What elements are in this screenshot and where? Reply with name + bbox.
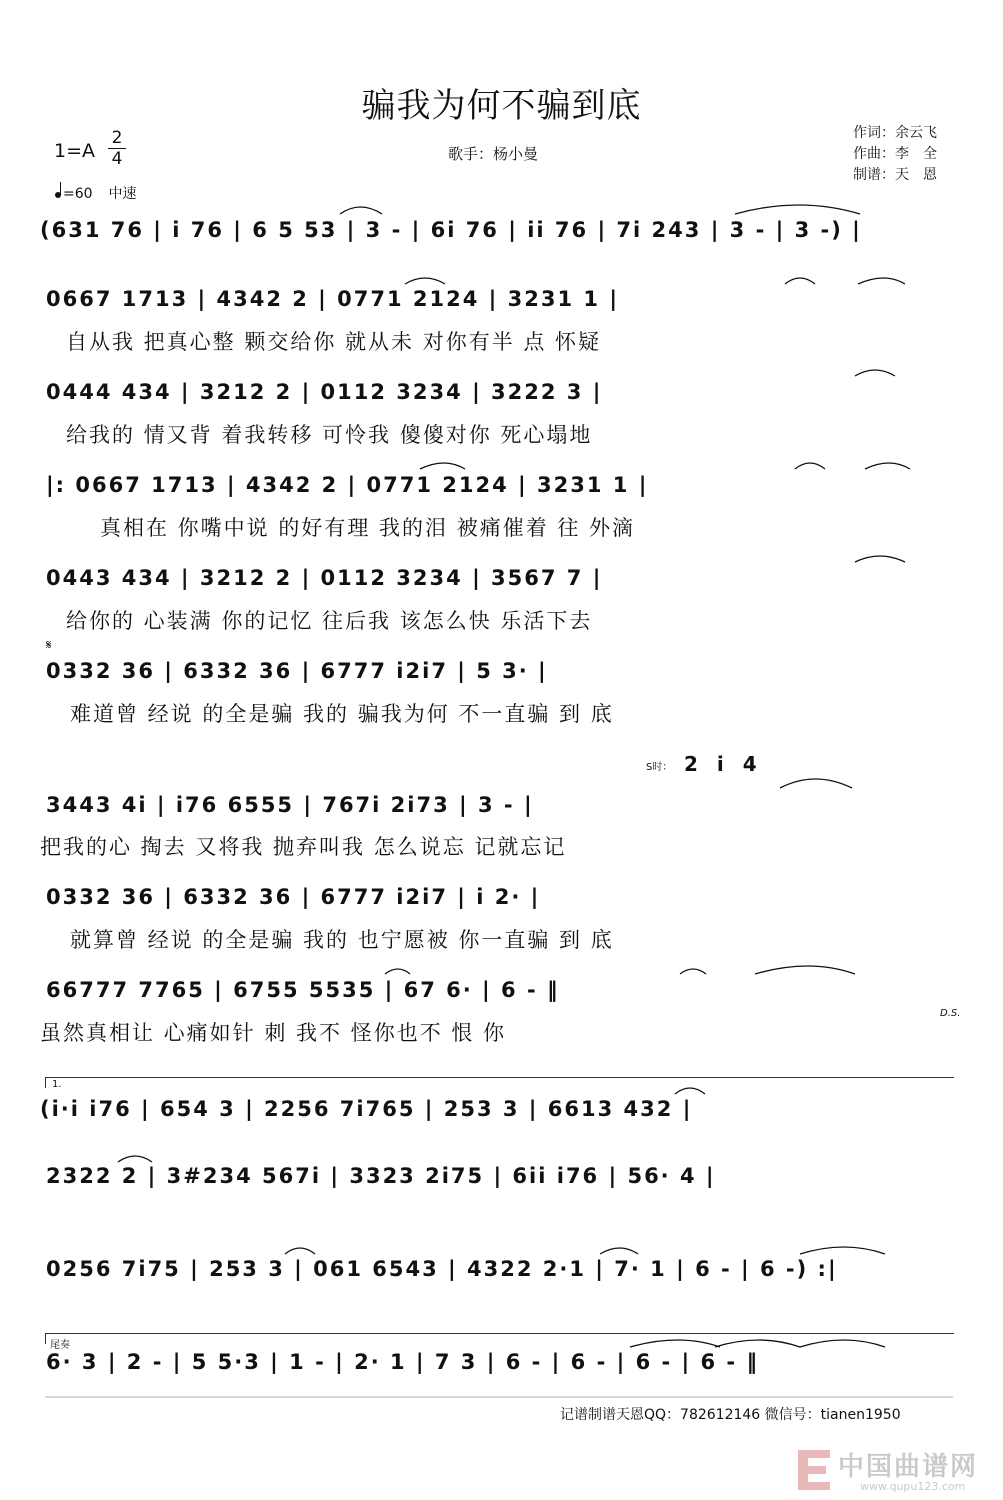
outro-label: 尾奏 bbox=[50, 1340, 70, 1351]
verse-4-lyrics: 给你的 心装满 你的记忆 往后我 该怎么快 乐活下去 bbox=[66, 609, 593, 633]
key-signature: 1=A bbox=[54, 140, 96, 162]
verse-2-lyrics: 给我的 情又背 着我转移 可怜我 傻傻对你 死心塌地 bbox=[66, 423, 593, 447]
volta-label: 1. bbox=[52, 1079, 62, 1090]
chorus-4-notes: 66777 7765 | 6755 5535 | 67 6· | 6 - ‖ bbox=[46, 978, 560, 1002]
chorus-2-notes: 3443 4i | i76 6555 | 767i 2i73 | 3 - | bbox=[46, 793, 534, 817]
outro-notes: 6· 3 | 2 - | 5 5·3 | 1 - | 2· 1 | 7 3 | 6 - | 6 - | 6 - | 6 - ‖ bbox=[46, 1350, 759, 1374]
chorus-3-lyrics: 就算曾 经说 的全是骗 我的 也宁愿被 你一直骗 到 底 bbox=[70, 928, 614, 952]
arranger: 制谱：天 恩 bbox=[853, 167, 937, 183]
chorus-1-lyrics: 难道曾 经说 的全是骗 我的 骗我为何 不一直骗 到 底 bbox=[70, 702, 614, 726]
song-title: 骗我为何不骗到底 bbox=[361, 86, 642, 126]
verse-3-notes: |: 0667 1713 | 4342 2 | 0771 2124 | 3231 1 | bbox=[46, 473, 649, 497]
verse-1-notes: 0667 1713 | 4342 2 | 0771 2124 | 3231 1 | bbox=[46, 287, 620, 311]
interlude-2-notes: 2322 2 | 3#234 567i | 3323 2i75 | 6ii i76 | 56· 4 | bbox=[46, 1164, 716, 1188]
chorus-3-notes: 0332 36 | 6332 36 | 6777 i2i7 | i 2· | bbox=[46, 885, 541, 909]
tempo-value: =60 bbox=[63, 186, 93, 202]
segno-sign: 𝄋 bbox=[46, 638, 52, 653]
verse-1-lyrics: 自从我 把真心整 颗交给你 就从未 对你有半 点 怀疑 bbox=[66, 330, 602, 354]
watermark-name: 中国曲谱网 bbox=[838, 1452, 979, 1482]
interlude-1-notes: (i·i i76 | 654 3 | 2256 7i765 | 253 3 | 6613 432 | bbox=[40, 1097, 693, 1121]
verse-3-lyrics: 真相在 你嘴中说 的好有理 我的泪 被痛催着 往 外滴 bbox=[100, 516, 636, 540]
speed-text: 中速 bbox=[108, 186, 137, 202]
dal-segno-mark: D.S. bbox=[940, 1008, 961, 1019]
footer-credit: 记谱制谱天恩QQ：782612146 微信号：tianen1950 bbox=[560, 1407, 901, 1423]
chorus-2-lyrics: 把我的心 掏去 又将我 抛弃叫我 怎么说忘 记就忘记 bbox=[40, 835, 567, 859]
verse-2-notes: 0444 434 | 3212 2 | 0112 3234 | 3222 3 | bbox=[46, 380, 603, 404]
second-time-notes: 2 i 4 bbox=[684, 752, 763, 776]
chorus-4-lyrics: 虽然真相让 心痛如针 刺 我不 怪你也不 恨 你 bbox=[40, 1021, 507, 1045]
singer: 歌手：杨小曼 bbox=[448, 145, 539, 163]
second-time-label: S时： bbox=[646, 762, 673, 773]
time-bottom: 4 bbox=[111, 149, 123, 169]
time-top: 2 bbox=[111, 128, 123, 148]
chorus-1-notes: 0332 36 | 6332 36 | 6777 i2i7 | 5 3· | bbox=[46, 659, 548, 683]
lyricist: 作词：余云飞 bbox=[853, 125, 937, 141]
watermark-url: www.qupu123.com bbox=[860, 1480, 966, 1493]
intro-notes: (631 76 | i 76 | 6 5 53 | 3 - | 6i 76 | ii 76 | 7i 243 | 3 - | 3 -) | bbox=[40, 218, 862, 242]
interlude-3-notes: 0256 7i75 | 253 3 | 061 6543 | 4322 2·1 | 7· 1 | 6 - | 6 -) :| bbox=[46, 1257, 838, 1281]
composer: 作曲：李 全 bbox=[853, 146, 937, 162]
verse-4-notes: 0443 434 | 3212 2 | 0112 3234 | 3567 7 | bbox=[46, 566, 603, 590]
